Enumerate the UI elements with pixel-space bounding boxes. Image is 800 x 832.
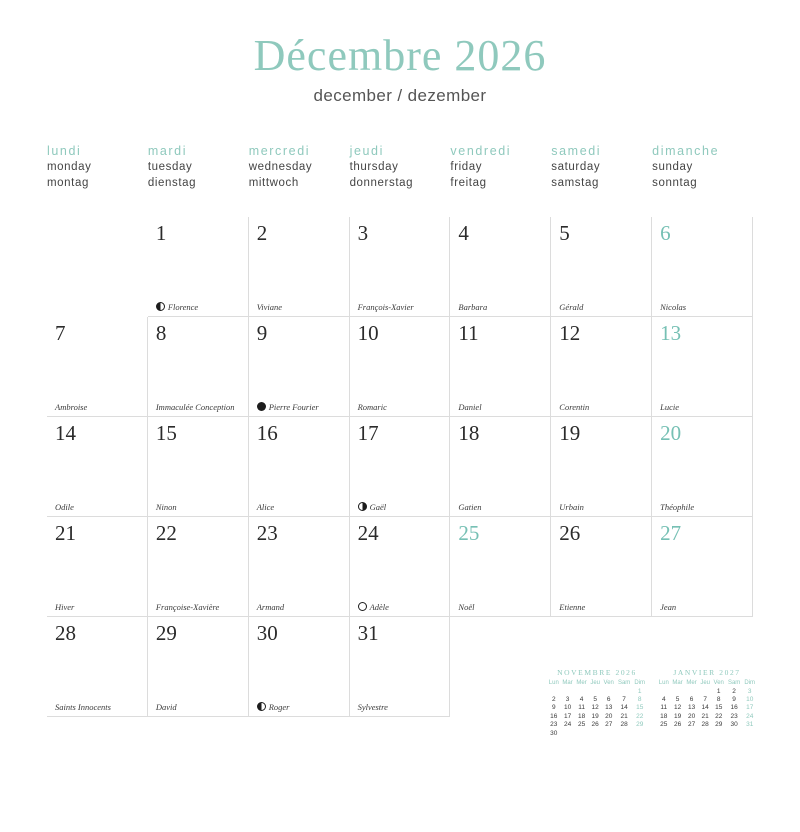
mini-calendar-day: 26	[591, 721, 599, 729]
mini-weekday-header: Ven	[603, 680, 614, 686]
mini-calendar	[547, 668, 647, 737]
day-number: 18	[458, 421, 480, 446]
saint-name-text: Lucie	[660, 402, 680, 413]
day-number: 29	[155, 621, 177, 646]
mini-calendar-day: 27	[687, 721, 696, 729]
mini-calendar-day: 7	[622, 696, 626, 704]
calendar-day-cell[interactable]	[47, 517, 148, 617]
mini-calendar-day: 13	[687, 704, 696, 712]
mini-weekday-header: Dim	[744, 680, 756, 686]
weekday-label-de: sonntag	[652, 176, 698, 189]
saint-name-text: Roger	[268, 702, 290, 713]
mini-calendar-day: 5	[593, 696, 597, 704]
weekday-label-fr: jeudi	[349, 144, 384, 159]
day-number: 8	[155, 321, 167, 346]
calendar-day-cell[interactable]	[450, 217, 551, 317]
calendar-day-cell[interactable]	[551, 317, 652, 417]
calendar-day-cell[interactable]	[350, 417, 451, 517]
mini-calendar-week-row	[547, 687, 647, 695]
mini-calendar-title: NOVEMBRE 2026	[557, 668, 637, 677]
mini-calendar-week-row	[657, 712, 757, 720]
mini-calendar-day: 19	[673, 712, 682, 720]
mini-calendar-day: 14	[701, 704, 709, 712]
saint-name	[559, 302, 583, 312]
mini-calendar-day	[602, 729, 616, 737]
day-number: 30	[256, 621, 278, 646]
saint-name	[559, 502, 584, 512]
calendar-day-cell[interactable]	[350, 517, 451, 617]
calendar-page	[0, 32, 800, 832]
saint-name	[660, 602, 676, 612]
day-number: 9	[256, 321, 268, 346]
mini-calendar-day: 30	[550, 729, 558, 737]
mini-calendar-day: 6	[606, 696, 611, 704]
mini-calendar-day: 9	[551, 704, 556, 712]
saint-name-text: Sylvestre	[357, 702, 388, 713]
mini-calendar-day: 3	[747, 687, 752, 695]
day-number: 13	[660, 321, 682, 346]
page-title: Décembre 2026	[253, 31, 547, 80]
day-number: 11	[458, 321, 479, 346]
weekday-label-fr: samedi	[551, 144, 602, 159]
mini-calendar-day: 15	[636, 704, 644, 712]
moon-phase-first-icon	[358, 502, 367, 511]
weekday-header-sunday	[652, 144, 753, 191]
mini-weekday-header: Jeu	[700, 680, 710, 686]
mini-calendar-day: 13	[605, 704, 613, 712]
mini-calendar-day: 18	[577, 712, 586, 720]
saint-name-text: Hiver	[55, 602, 75, 613]
saint-name-text: Ninon	[155, 502, 177, 513]
day-number: 12	[559, 321, 581, 346]
calendar-day-cell[interactable]	[249, 417, 350, 517]
mini-calendar-day	[616, 687, 633, 695]
calendar-day-cell[interactable]	[47, 417, 148, 517]
mini-calendar-day: 25	[660, 721, 668, 729]
mini-calendar-day: 23	[550, 721, 558, 729]
mini-calendar-day	[561, 687, 575, 695]
day-number: 7	[55, 321, 66, 346]
mini-calendar-day: 3	[565, 696, 570, 704]
day-number: 25	[458, 521, 480, 546]
weekday-header-monday	[47, 144, 148, 191]
mini-calendar-day: 9	[732, 696, 736, 704]
calendar-day-cell[interactable]	[450, 517, 551, 617]
day-number: 19	[559, 421, 581, 446]
weekday-label-fr: mardi	[147, 144, 188, 159]
moon-phase-full-icon	[358, 602, 367, 611]
saint-name	[257, 502, 274, 512]
calendar-day-cell[interactable]	[148, 517, 249, 617]
mini-calendar-day: 20	[605, 712, 613, 720]
weekday-label-en: friday	[450, 161, 483, 174]
saint-name-text: Noël	[458, 602, 475, 613]
mini-calendar-week-row	[547, 721, 647, 729]
mini-calendar-day: 15	[715, 704, 723, 712]
saint-name	[660, 402, 679, 412]
mini-calendar-day: 23	[730, 712, 738, 720]
calendar-cell-empty	[450, 617, 551, 717]
saint-name-text: Corentin	[559, 402, 590, 413]
mini-calendar-day: 7	[703, 696, 707, 704]
calendar-day-cell[interactable]	[350, 217, 451, 317]
moon-phase-last-icon	[156, 302, 165, 311]
calendar-day-cell[interactable]	[450, 417, 551, 517]
mini-weekday-header: Lun	[548, 680, 559, 686]
weekday-label-de: mittwoch	[248, 176, 299, 189]
mini-weekday-header: Ven	[713, 680, 724, 686]
saint-name-text: Viviane	[256, 302, 283, 313]
saint-name-text: Nicolas	[660, 302, 687, 313]
mini-calendar-day: 24	[746, 712, 754, 720]
saint-name	[358, 502, 387, 512]
mini-calendar-day: 1	[637, 687, 642, 695]
mini-calendar-day: 24	[563, 721, 572, 729]
weekday-label-fr: mercredi	[248, 144, 311, 159]
mini-calendar-day: 12	[673, 704, 682, 712]
calendar-day-cell[interactable]	[652, 517, 753, 617]
mini-calendar-day: 29	[636, 721, 644, 729]
calendar-day-cell[interactable]	[148, 617, 249, 717]
mini-calendar-day: 18	[660, 712, 668, 720]
calendar-day-cell[interactable]	[450, 317, 551, 417]
saint-name-text: Daniel	[458, 402, 482, 413]
day-number: 26	[559, 521, 581, 546]
calendar-day-cell[interactable]	[350, 317, 451, 417]
saint-name	[156, 402, 235, 412]
mini-calendar-day	[589, 729, 602, 737]
weekday-label-de: samstag	[551, 176, 599, 189]
mini-calendar-week-row	[547, 704, 647, 712]
saint-name	[358, 602, 389, 612]
mini-calendar-week-row	[657, 721, 757, 729]
day-number: 2	[256, 221, 268, 246]
mini-weekday-header: Mar	[562, 680, 573, 686]
moon-phase-last-icon	[257, 702, 266, 711]
saint-name	[559, 602, 585, 612]
day-number: 3	[357, 221, 369, 246]
mini-calendar-day	[616, 729, 633, 737]
weekday-header-tuesday	[148, 144, 249, 191]
mini-calendar-day: 19	[591, 712, 599, 720]
saint-name	[358, 702, 388, 712]
mini-calendar-day: 11	[578, 704, 585, 712]
day-number: 24	[357, 521, 379, 546]
mini-calendar-day: 6	[689, 696, 694, 704]
weekday-label-de: donnerstag	[349, 176, 414, 189]
saint-name-text: Alice	[256, 502, 275, 513]
weekday-header-friday	[450, 144, 551, 191]
mini-calendar-day: 14	[620, 704, 628, 712]
weekday-label-en: thursday	[349, 161, 399, 174]
mini-calendar-day	[632, 729, 647, 737]
saint-name	[156, 602, 219, 612]
saint-name	[358, 302, 414, 312]
calendar-day-cell[interactable]	[551, 217, 652, 317]
mini-calendar-day: 2	[551, 696, 556, 704]
mini-calendar-week-row	[547, 712, 647, 720]
mini-calendar-table	[547, 680, 647, 737]
day-number: 4	[458, 221, 469, 246]
mini-calendar-day: 8	[716, 696, 721, 704]
mini-calendar-day: 16	[730, 704, 738, 712]
saint-name-text: François-Xavier	[357, 302, 414, 313]
saint-name	[257, 402, 319, 412]
day-number: 23	[256, 521, 278, 546]
saint-name-text: Saints Innocents	[55, 702, 111, 713]
saint-name	[257, 602, 284, 612]
day-number: 17	[357, 421, 379, 446]
saint-name	[156, 502, 177, 512]
mini-calendar-title: JANVIER 2027	[673, 668, 741, 677]
saint-name	[55, 502, 74, 512]
weekday-header-row	[47, 144, 753, 191]
calendar-day-cell[interactable]	[148, 317, 249, 417]
saint-name	[559, 402, 589, 412]
mini-calendar-day: 20	[687, 712, 696, 720]
mini-calendar-day	[547, 687, 561, 695]
calendar-day-cell[interactable]	[350, 617, 451, 717]
calendar-day-cell[interactable]	[148, 417, 249, 517]
mini-calendar-day: 16	[550, 712, 558, 720]
calendar-day-cell[interactable]	[652, 217, 753, 317]
weekday-label-en: saturday	[551, 161, 601, 174]
weekday-label-en: tuesday	[147, 161, 193, 174]
calendar-day-cell[interactable]	[249, 517, 350, 617]
day-number: 10	[357, 321, 379, 346]
day-number: 1	[155, 221, 167, 246]
saint-name-text: Gérald	[559, 302, 584, 313]
mini-calendar-day: 21	[701, 712, 709, 720]
saint-name	[458, 502, 481, 512]
saint-name-text: Barbara	[458, 302, 488, 313]
saint-name	[156, 702, 177, 712]
mini-calendar-day: 28	[701, 721, 709, 729]
mini-calendar-day	[671, 687, 685, 695]
day-number: 20	[660, 421, 682, 446]
saint-name	[156, 302, 198, 312]
day-number: 31	[357, 621, 379, 646]
mini-calendar-day: 8	[637, 696, 642, 704]
weekday-label-fr: lundi	[47, 144, 82, 159]
mini-calendar-day	[685, 687, 699, 695]
mini-calendar-day: 22	[636, 712, 644, 720]
weekday-label-de: montag	[47, 176, 89, 189]
mini-calendar-day: 21	[620, 712, 628, 720]
saint-name	[55, 702, 111, 712]
page-subtitle: december / dezember	[313, 86, 487, 106]
weekday-label-fr: vendredi	[450, 144, 512, 159]
calendar-day-cell[interactable]	[652, 417, 753, 517]
mini-weekday-header: Dim	[634, 680, 646, 686]
saint-name	[55, 602, 74, 612]
saint-name	[660, 502, 694, 512]
mini-calendar-day: 27	[605, 721, 613, 729]
mini-calendar-day	[602, 687, 616, 695]
saint-name-text: Florence	[167, 302, 199, 313]
weekday-label-en: sunday	[652, 161, 693, 174]
mini-calendar-day: 17	[746, 704, 754, 712]
saint-name	[257, 702, 290, 712]
mini-calendar-day: 30	[730, 721, 738, 729]
saint-name-text: Romaric	[357, 402, 387, 413]
calendar-day-cell[interactable]	[47, 317, 148, 417]
calendar-day-cell[interactable]	[249, 617, 350, 717]
day-number: 21	[55, 521, 76, 546]
saint-name	[257, 302, 282, 312]
saint-name-text: Odile	[55, 502, 74, 513]
weekday-label-de: dienstag	[147, 176, 197, 189]
mini-calendar-day	[561, 729, 575, 737]
mini-calendar-week-row	[547, 729, 647, 737]
weekday-label-en: wednesday	[248, 161, 313, 174]
mini-calendars	[547, 668, 757, 737]
calendar-day-cell[interactable]	[148, 217, 249, 317]
mini-calendar-day	[589, 687, 602, 695]
mini-calendar-day: 28	[620, 721, 628, 729]
saint-name-text: Gaël	[369, 502, 387, 513]
weekday-label-fr: dimanche	[652, 144, 720, 159]
mini-calendar-day: 25	[577, 721, 586, 729]
mini-calendar-week-row	[657, 704, 757, 712]
mini-calendar-day: 4	[661, 696, 666, 704]
weekday-header-saturday	[551, 144, 652, 191]
saint-name	[458, 602, 474, 612]
day-number: 14	[55, 421, 76, 446]
day-number: 16	[256, 421, 278, 446]
mini-calendar-table	[657, 680, 757, 729]
mini-calendar-day: 26	[673, 721, 682, 729]
saint-name	[55, 402, 87, 412]
weekday-header-thursday	[350, 144, 451, 191]
day-number: 6	[660, 221, 671, 246]
weekday-header-wednesday	[249, 144, 350, 191]
day-number: 27	[660, 521, 682, 546]
moon-phase-new-icon	[257, 402, 266, 411]
saint-name-text: Armand	[256, 602, 285, 613]
saint-name-text: Adèle	[369, 602, 389, 613]
saint-name	[458, 402, 481, 412]
mini-weekday-header: Mar	[672, 680, 683, 686]
mini-calendar-day	[575, 687, 589, 695]
mini-calendar-day: 1	[716, 687, 721, 695]
saint-name-text: Etienne	[559, 602, 586, 613]
mini-calendar-day: 10	[746, 696, 754, 704]
mini-weekday-header: Lun	[658, 680, 669, 686]
calendar-cell-empty	[47, 217, 148, 317]
mini-calendar-week-row	[657, 695, 757, 703]
weekday-label-de: freitag	[450, 176, 487, 189]
calendar-day-cell[interactable]	[47, 617, 148, 717]
mini-weekday-header: Mer	[686, 680, 697, 686]
saint-name-text: David	[155, 702, 177, 713]
calendar-day-cell[interactable]	[249, 317, 350, 417]
mini-calendar-week-row	[547, 695, 647, 703]
saint-name-text: Immaculée Conception	[155, 402, 235, 413]
mini-calendar-day: 17	[563, 712, 572, 720]
day-number: 22	[155, 521, 177, 546]
saint-name-text: Urbain	[559, 502, 584, 513]
mini-calendar-day: 12	[591, 704, 599, 712]
mini-weekday-header: Jeu	[590, 680, 600, 686]
day-number: 28	[55, 621, 76, 646]
saint-name	[358, 402, 387, 412]
calendar-day-cell[interactable]	[652, 317, 753, 417]
mini-calendar-day: 11	[660, 704, 668, 712]
saint-name	[660, 302, 686, 312]
mini-calendar-day: 22	[715, 712, 723, 720]
mini-calendar-day: 4	[579, 696, 584, 704]
mini-calendar-day: 31	[746, 721, 754, 729]
saint-name-text: Françoise-Xavière	[155, 602, 220, 613]
calendar-grid	[47, 217, 753, 717]
mini-calendar-day: 29	[715, 721, 723, 729]
weekday-label-en: monday	[47, 161, 92, 174]
day-number: 5	[559, 221, 570, 246]
saint-name-text: Jean	[660, 602, 677, 613]
calendar-day-cell[interactable]	[249, 217, 350, 317]
mini-weekday-header: Sam	[727, 680, 741, 686]
mini-calendar-day	[699, 687, 712, 695]
saint-name-text: Théophile	[660, 502, 695, 513]
day-number: 15	[155, 421, 177, 446]
mini-calendar-day: 5	[675, 696, 680, 704]
saint-name-text: Pierre Fourier	[268, 402, 319, 413]
saint-name-text: Gatien	[458, 502, 482, 513]
mini-calendar-day: 10	[563, 704, 572, 712]
mini-calendar-day	[575, 729, 589, 737]
mini-weekday-header: Mer	[576, 680, 587, 686]
calendar-day-cell[interactable]	[551, 517, 652, 617]
mini-calendar-day: 2	[732, 687, 736, 695]
mini-weekday-header: Sam	[617, 680, 631, 686]
saint-name-text: Ambroise	[55, 402, 88, 413]
saint-name	[458, 302, 487, 312]
calendar-day-cell[interactable]	[551, 417, 652, 517]
mini-calendar-day	[657, 687, 671, 695]
mini-calendar-week-row	[657, 687, 757, 695]
mini-calendar	[657, 668, 757, 737]
